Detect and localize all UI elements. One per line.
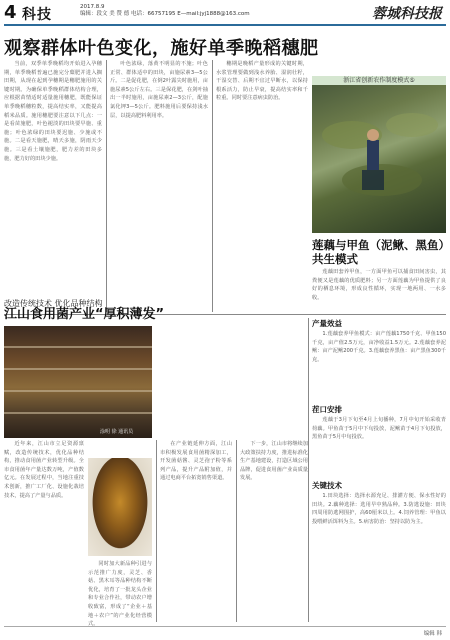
sidebar-intro-text: 莲藕田套养甲鱼，一方面甲鱼可以捕食田间害虫，其粪便又是莲藕的优质肥料；另一方面莲藕为甲鱼提供了良好的栖息环境，形成良性循环，实现一地两用、一水多收。 <box>312 269 446 301</box>
photo2-credit: 涂明 徐 通讯员 <box>100 429 134 435</box>
article2-title: 江山食用菌产业“厚积薄发” <box>4 307 165 322</box>
shelf-line <box>4 412 152 414</box>
header-rule <box>4 24 446 26</box>
mushroom-shed-photo <box>4 326 152 438</box>
article2-col3 <box>160 440 232 622</box>
sidebar-schedule-text <box>312 416 446 476</box>
sidebar-section-tech: 关键技术 <box>312 481 342 490</box>
footer-editor: 编辑 韩 <box>423 631 442 637</box>
sidebar-schedule-paragraph: 莲藕于3月下旬至4月上旬播种，7月中旬开始采收青荷藕。甲鱼苗于5月中下旬投放，泥鳅苗于4月下旬投放，黑鱼苗于5月中旬投放。 <box>312 417 446 441</box>
person-in-field-illustration <box>312 85 446 233</box>
article1-col2 <box>110 60 208 312</box>
header-contacts: 编辑：段文 美 赞 德 电话：66757195 E—mail:jyj1888@163.com <box>80 11 250 17</box>
lingzhi-mushroom-photo <box>88 458 152 556</box>
article2-col1-text: 近年来，江山市立足资源禀赋，改造传统技术，优化品种结构，推动食用菌产业转型升级。全市食用菌年产量达数万吨，产值数亿元。在发展过程中，当地注重技术创新，推广工厂化、设施化栽培技术，提高了产量与品质。 <box>4 441 84 499</box>
main-headline: 观察群体叶色变化，施好单季晚稻穗肥 <box>4 38 319 59</box>
article1-col1-text: 当前，双季单季晚稻均开始进入孕穗期，单季晚稻普遍已施完分蘖肥并进入搁田期，从现在起到孕穗期是穗肥施用的关键时期。为确保单季晚稻群体结构合理，应根据苗情适时适量施用穗肥，既能保证单季晚稻穗粒数，提高结实率，又能提高稻米品质。施用穗肥要注意以下几点：一是看苗施肥，叶色褪淡的田块要早施、重施；叶色浓绿的田块要迟施、少施或不施。二是看天施肥，晴天多施，阴雨天少施。三是看土壤施肥，肥力差的田块多施，肥力好的田块少施。 <box>4 61 102 162</box>
article2-col4 <box>240 440 308 622</box>
sidebar-section-schedule: 茬口安排 <box>312 405 342 414</box>
column-divider <box>212 60 213 312</box>
article2-col2 <box>88 560 152 628</box>
article1-col1 <box>4 60 102 312</box>
photo1-caption <box>312 76 446 85</box>
article2-col4-text: 下一步，江山市将继续加大政策扶持力度，推进标准化生产基地建设，打造区域公用品牌，促进食用菌产业高质量发展。 <box>240 441 308 482</box>
header-date: 2017.8.9 <box>80 4 105 10</box>
lotus-field-photo <box>312 85 446 233</box>
sidebar-yield-text <box>312 330 446 398</box>
photo1-caption-number: ⑤ <box>409 77 415 84</box>
article1-col3-text: 穗期是晚稻产量形成的关键时期，水浆管理要做到浅水养胎、湿润壮籽，干湿交替、后期不宜过早断水，以保持根系活力，防止早衰，提高结实率和千粒重。同时要注意病虫防治。 <box>216 61 308 102</box>
column-divider <box>106 60 107 312</box>
article2-col2-text: 同时加大新品种引进与示范推广力度，灵芝、香菇、黑木耳等品种结构不断优化，培育了一批龙头企业和专业合作社，带动农户增收致富，形成了“企业＋基地＋农户”的产业化经营模式。 <box>88 561 152 628</box>
photo1-caption-text: 浙江省创新农作制度模式 <box>343 77 410 84</box>
sidebar-intro <box>312 268 446 308</box>
article1-col3 <box>216 60 308 312</box>
sidebar-tech-text <box>312 492 446 622</box>
article2-col1 <box>4 440 84 620</box>
page-number: 4 <box>4 2 17 23</box>
sidebar-tech-paragraph: 1.田块选择：选择水源充足、排灌方便、保水性好的田块。2.藕种选择：选用早中熟品种。3.防逃设施：田块四周用防逃网围护，高60厘米以上。4.饲养管理：甲鱼以投喂鲜活饵料为主。5.病害防治：坚持以防为主。 <box>312 493 446 525</box>
article2-kicker: 改造传统技术 优化品种结构 <box>4 299 103 308</box>
section-title: 科技 <box>22 7 52 23</box>
column-divider <box>156 440 157 622</box>
header-meta <box>80 4 250 18</box>
sidebar-yield-paragraph: 1.莲藕套养甲鱼模式：亩产莲藕1750千克、甲鱼150千克，亩产值2.5万元，亩净收益1.5万元。2.莲藕套养泥鳅：亩产泥鳅200千克。3.莲藕套养黑鱼：亩产黑鱼300千克。 <box>312 331 446 363</box>
shelf-line <box>4 390 152 392</box>
shelf-line <box>4 368 152 370</box>
shelf-line <box>4 346 152 348</box>
footer-rule <box>4 626 446 627</box>
article1-col2-text: 叶色浓绿，落黄不明显的不施；叶色正常、群体适中的田块，亩施尿素3—5公斤。二是促花肥，在倒2叶露尖时施用，亩施尿素5公斤左右。三是保花肥，在剑叶抽出一半时施用，亩施尿素2—3公斤，配施氯化钾3—5公斤。肥料施用后要保持浅水层，以提高肥料利用率。 <box>110 61 208 119</box>
article2-col3-text: 在产业链延伸方面，江山市积极发展食用菌精深加工，开发菌菇酱、灵芝孢子粉等系列产品，提升产品附加值，并通过电商平台拓宽销售渠道。 <box>160 441 232 482</box>
sidebar-title: 莲藕与甲鱼（泥鳅、黑鱼）共生模式 <box>312 238 445 266</box>
newspaper-logo: 蓉城科技报 <box>372 6 442 22</box>
column-divider <box>236 440 237 622</box>
sidebar-section-yield: 产量效益 <box>312 319 342 328</box>
column-divider <box>308 318 309 622</box>
